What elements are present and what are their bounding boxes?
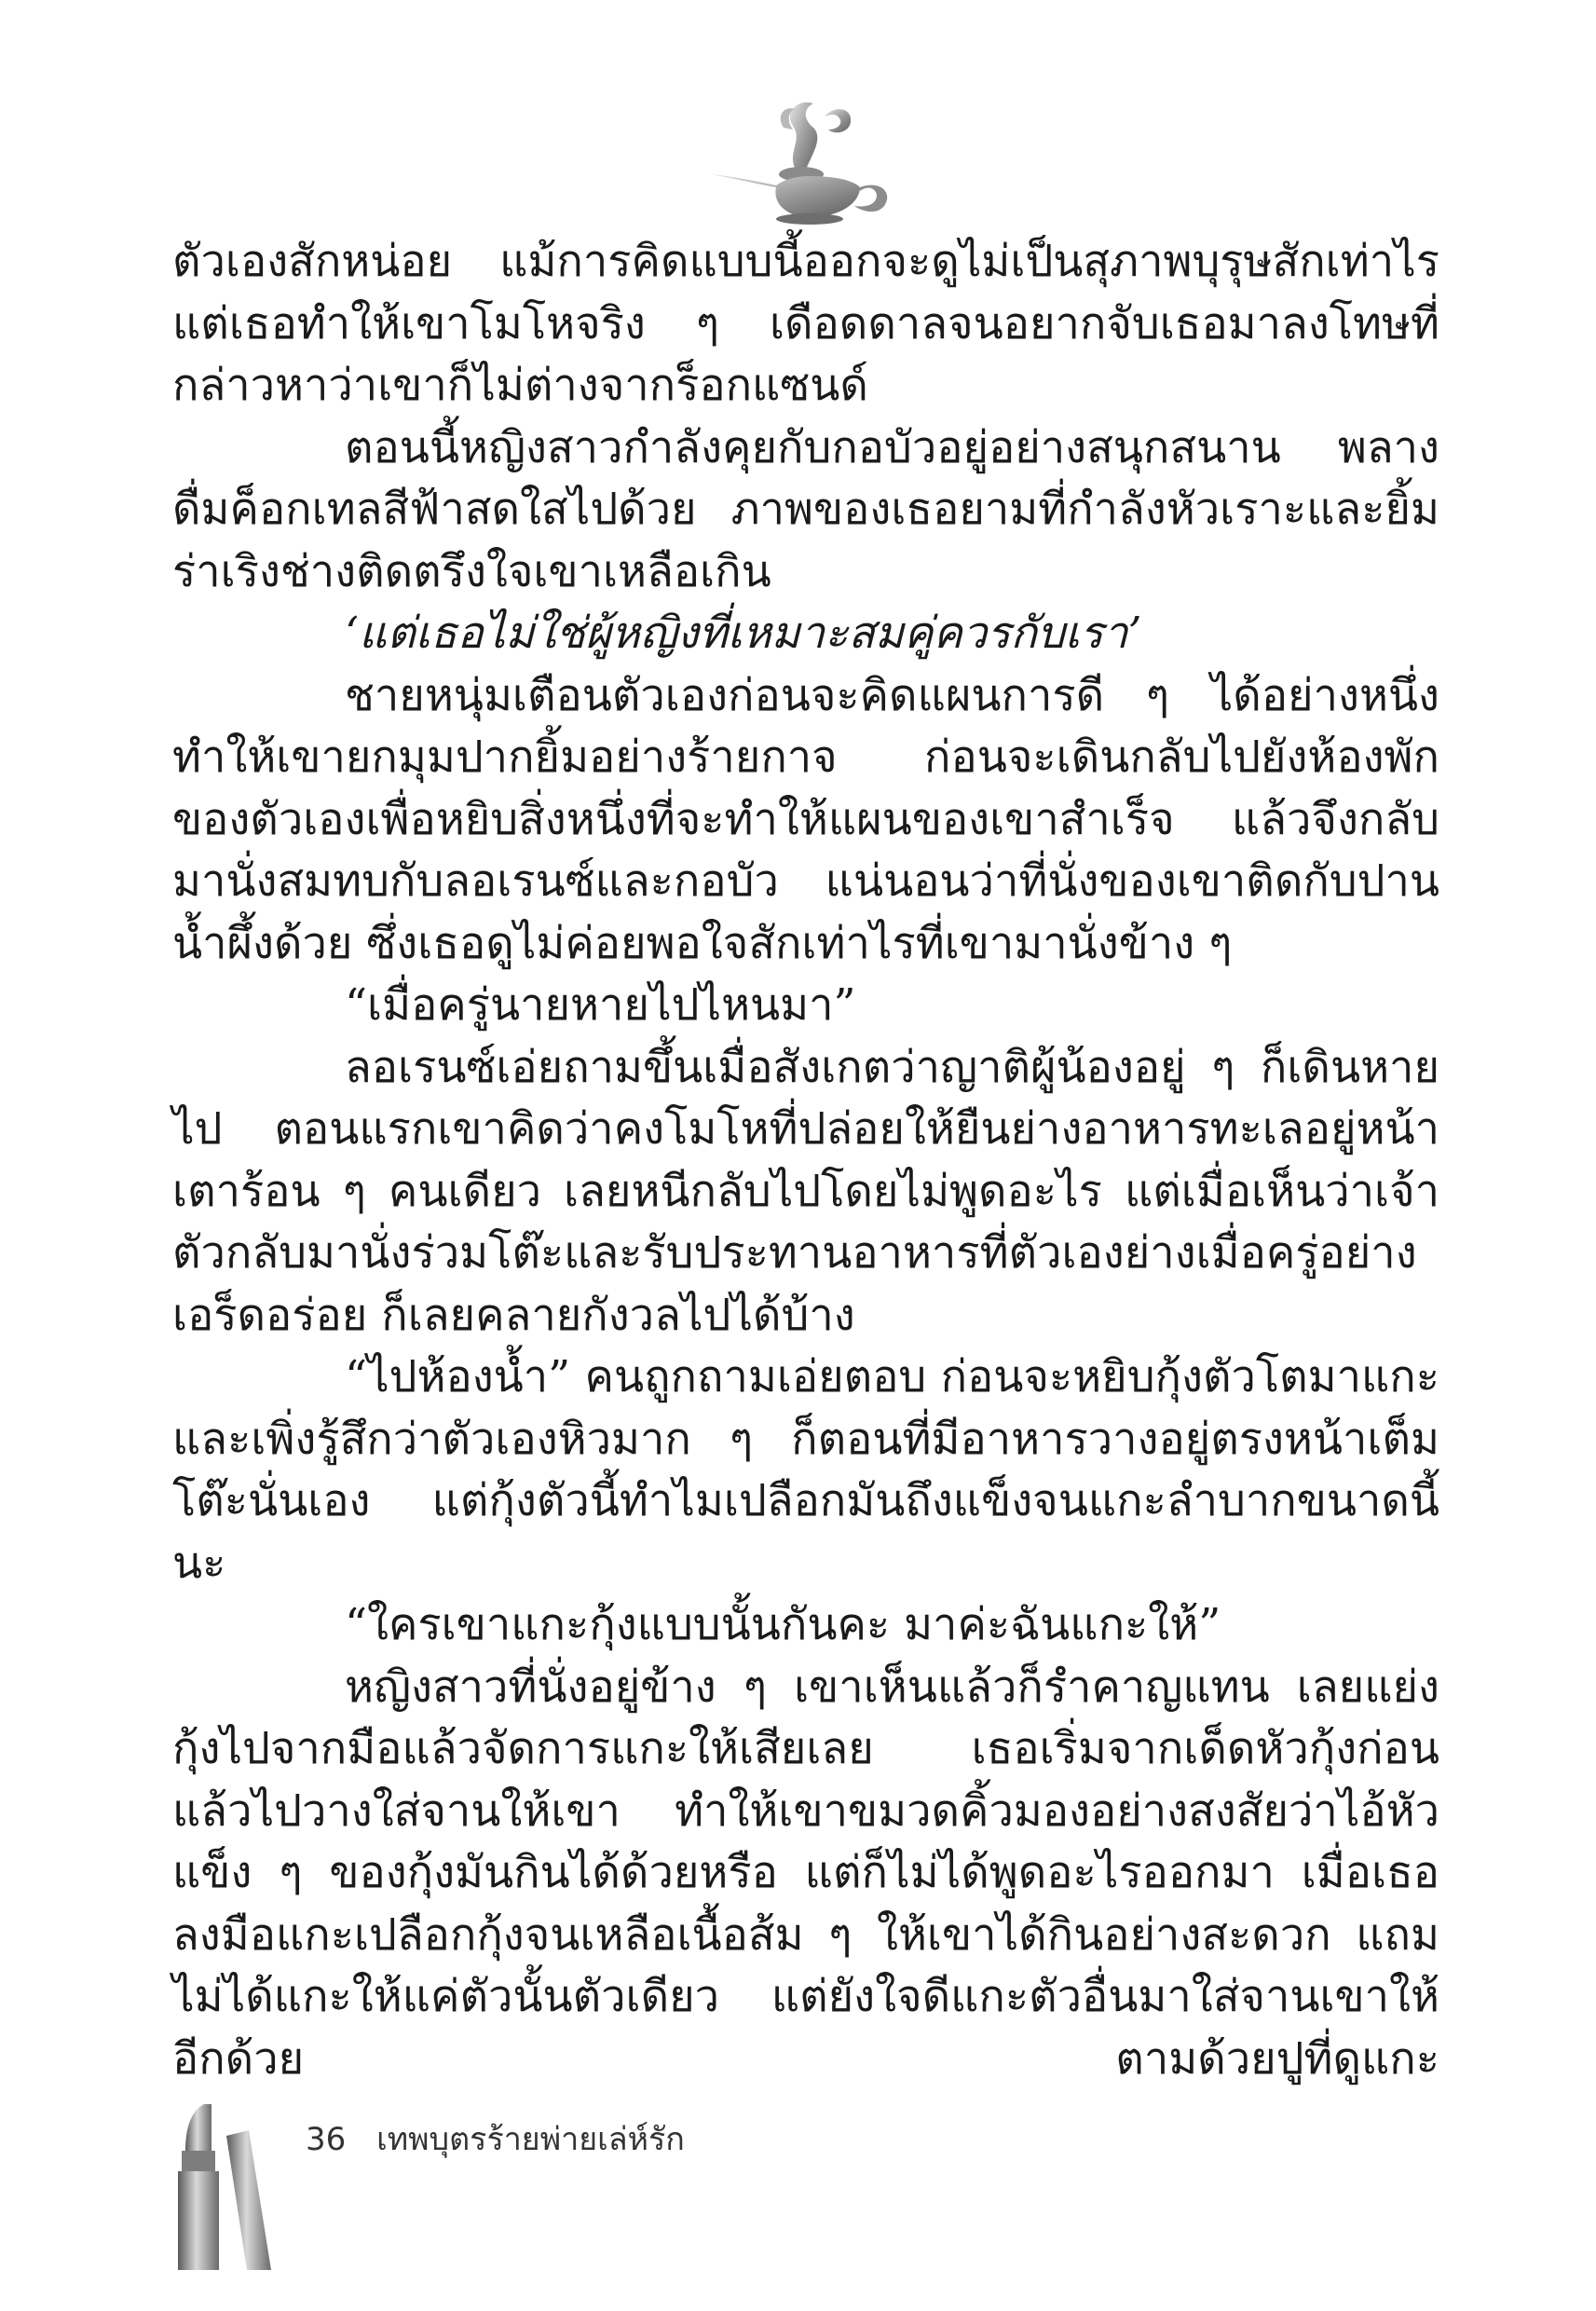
dialogue-paragraph: “ใครเขาแกะกุ้งแบบนั้นกันคะ มาค่ะฉันแกะให้” — [345, 1599, 1221, 1650]
paragraph: ชายหนุ่มเตือนตัวเองก่อนจะคิดแผนการดี ๆ ได้อย่างหนึ่ง ทำให้เขายกมุมปากยิ้มอย่างร้ายกาจ ก่อนจะเดินกลับไปยังห้องพักของตัวเองเพื่อหยิบสิ่งหนึ่งที่จะทำให้แผนของเขาสำเร็จ แล้วจึงกลับมานั่งสมทบกับลอเรนซ์และกอบัว แน่นอนว่าที่นั่งของเขาติดกับปานน้ำผึ้งด้วย ซึ่งเธอดูไม่ค่อยพอใจสักเท่าไรที่เขามานั่งข้าง ๆ — [172, 669, 1439, 969]
dialogue-paragraph: “เมื่อครู่นายหายไปไหนมา” — [345, 979, 856, 1031]
book-title: เทพบุตรร้ายพ่ายเล่ห์รัก — [376, 2121, 685, 2158]
paragraph: ลอเรนซ์เอ่ยถามขึ้นเมื่อสังเกตว่าญาติผู้น้องอยู่ ๆ ก็เดินหายไป ตอนแรกเขาคิดว่าคงโมโหที่ปล่อยให้ยืนย่างอาหารทะเลอยู่หน้าเตาร้อน ๆ คนเดียว เลยหนีกลับไปโดยไม่พูดอะไร แต่เมื่อเห็นว่าเจ้าตัวกลับมานั่งร่วมโต๊ะและรับประทานอาหารที่ตัวเองย่างเมื่อครู่อย่างเอร็ดอร่อย ก็เลยคลายกังวลไปได้บ้าง — [172, 1041, 1439, 1341]
paragraph: หญิงสาวที่นั่งอยู่ข้าง ๆ เขาเห็นแล้วก็รำคาญแทน เลยแย่งกุ้งไปจากมือแล้วจัดการแกะให้เสียเลย เธอเริ่มจากเด็ดหัวกุ้งก่อน แล้วไปวางใส่จานให้เขา ทำให้เขาขมวดคิ้วมองอย่างสงสัยว่าไอ้หัวแข็ง ๆ ของกุ้งมันกินได้ด้วยหรือ แต่ก็ไม่ได้พูดอะไรออกมา เมื่อเธอลงมือแกะเปลือกกุ้งจนเหลือเนื้อส้ม ๆ ให้เขาได้กินอย่างสะดวก แถมไม่ได้แกะให้แค่ตัวนั้นตัวเดียว แต่ยังใจดีแกะตัวอื่นมาใส่จานเขาให้อีกด้วย ตามด้วยปูที่ดูแกะ — [172, 1661, 1439, 2085]
page-number: 36 — [306, 2121, 347, 2158]
body-text — [172, 231, 1439, 2090]
magic-lamp-ornament-icon — [694, 89, 908, 228]
lipstick-icon — [172, 2097, 275, 2274]
paragraph: ตัวเองสักหน่อย แม้การคิดแบบนี้ออกจะดูไม่เป็นสุภาพบุรุษสักเท่าไร แต่เธอทำให้เขาโมโหจริง ๆ เดือดดาลจนอยากจับเธอมาลงโทษที่กล่าวหาว่าเขาก็ไม่ต่างจากร็อกแซนด์ — [172, 236, 1439, 411]
page-footer — [306, 2113, 685, 2164]
paragraph: ตอนนี้หญิงสาวกำลังคุยกับกอบัวอยู่อย่างสนุกสนาน พลางดื่มค็อกเทลสีฟ้าสดใสไปด้วย ภาพของเธอยามที่กำลังหัวเราะและยิ้มร่าเริงช่างติดตรึงใจเขาเหลือเกิน — [172, 421, 1439, 597]
dialogue-paragraph: “ไปห้องน้ำ” คนถูกถามเอ่ยตอบ ก่อนจะหยิบกุ้งตัวโตมาแกะ และเพิ่งรู้สึกว่าตัวเองหิวมาก ๆ ก็ตอนที่มีอาหารวางอยู่ตรงหน้าเต็มโต๊ะนั่นเอง แต่กุ้งตัวนี้ทำไมเปลือกมันถึงแข็งจนแกะลำบากขนาดนี้นะ — [172, 1351, 1439, 1589]
italic-quote-paragraph: ‘แต่เธอไม่ใช่ผู้หญิงที่เหมาะสมคู่ควรกับเรา’ — [345, 608, 1142, 659]
